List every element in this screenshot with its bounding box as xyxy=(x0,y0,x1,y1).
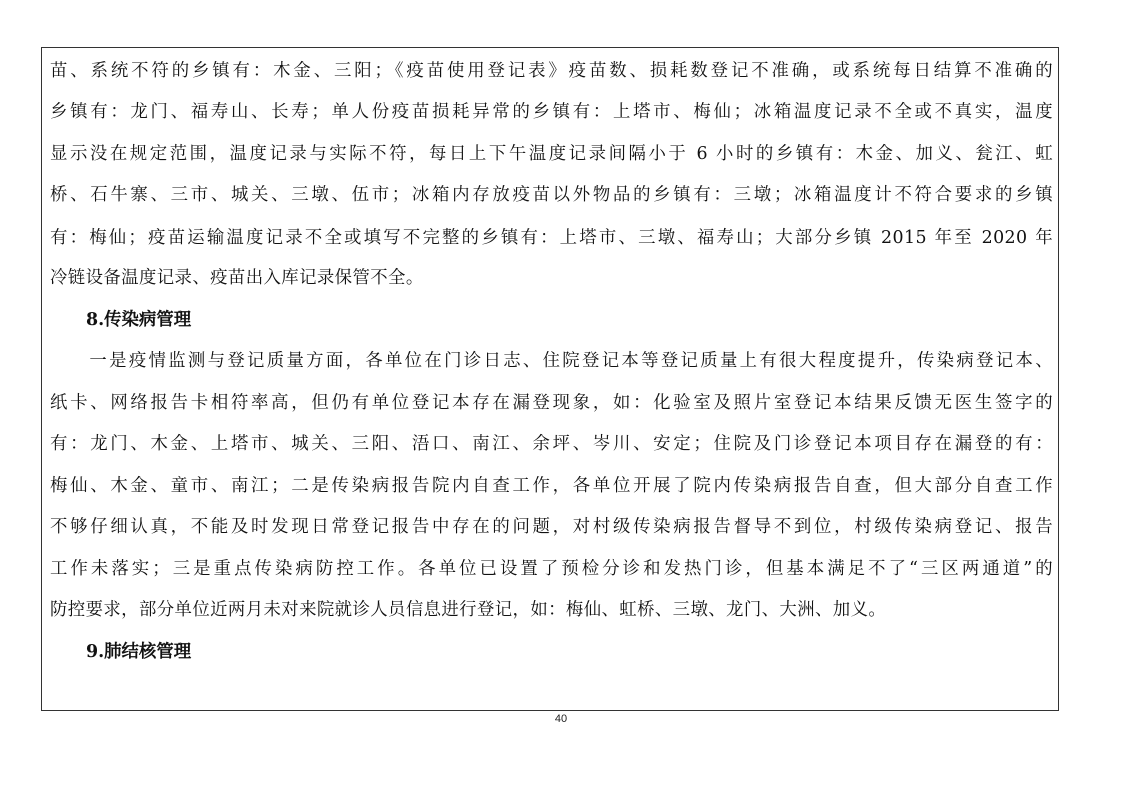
section-heading-9: 9.肺结核管理 xyxy=(86,642,192,662)
text-line: 一是疫情监测与登记质量方面，各单位在门诊日志、住院登记本等登记质量上有很大程度提升，传染病登记本、 xyxy=(50,351,1053,371)
text-line: 桥、石牛寨、三市、城关、三墩、伍市；冰箱内存放疫苗以外物品的乡镇有：三墩；冰箱温度计不符合要求的乡镇 xyxy=(50,185,1053,205)
section-heading-8: 8.传染病管理 xyxy=(86,310,192,330)
page-number: 40 xyxy=(554,713,568,725)
text-line: 不够仔细认真，不能及时发现日常登记报告中存在的问题，对村级传染病报告督导不到位，村级传染病登记、报告 xyxy=(50,517,1053,537)
text-line: 有：龙门、木金、上塔市、城关、三阳、浯口、南江、余坪、岑川、安定；住院及门诊登记本项目存在漏登的有： xyxy=(50,434,1053,454)
text-line: 乡镇有：龙门、福寿山、长寿；单人份疫苗损耗异常的乡镇有：上塔市、梅仙；冰箱温度记录不全或不真实，温度 xyxy=(50,102,1053,122)
text-line: 防控要求，部分单位近两月未对来院就诊人员信息进行登记，如：梅仙、虹桥、三墩、龙门、大洲、加义。 xyxy=(50,600,887,620)
text-line: 冷链设备温度记录、疫苗出入库记录保管不全。 xyxy=(50,268,424,288)
text-line: 苗、系统不符的乡镇有：木金、三阳；《疫苗使用登记表》疫苗数、损耗数登记不准确，或系统每日结算不准确的 xyxy=(50,61,1053,81)
text-line: 显示没在规定范围，温度记录与实际不符，每日上下午温度记录间隔小于 6 小时的乡镇有：木金、加义、瓮江、虹 xyxy=(50,144,1053,164)
text-line: 梅仙、木金、童市、南江；二是传染病报告院内自查工作，各单位开展了院内传染病报告自查，但大部分自查工作 xyxy=(50,476,1053,496)
text-line: 纸卡、网络报告卡相符率高，但仍有单位登记本存在漏登现象，如：化验室及照片室登记本结果反馈无医生签字的 xyxy=(50,393,1053,413)
text-line: 有：梅仙；疫苗运输温度记录不全或填写不完整的乡镇有：上塔市、三墩、福寿山；大部分乡镇 2015 年至 2020 年 xyxy=(50,228,1053,248)
text-line: 工作未落实；三是重点传染病防控工作。各单位已设置了预检分诊和发热门诊，但基本满足不了“三区两通道”的 xyxy=(50,559,1053,579)
